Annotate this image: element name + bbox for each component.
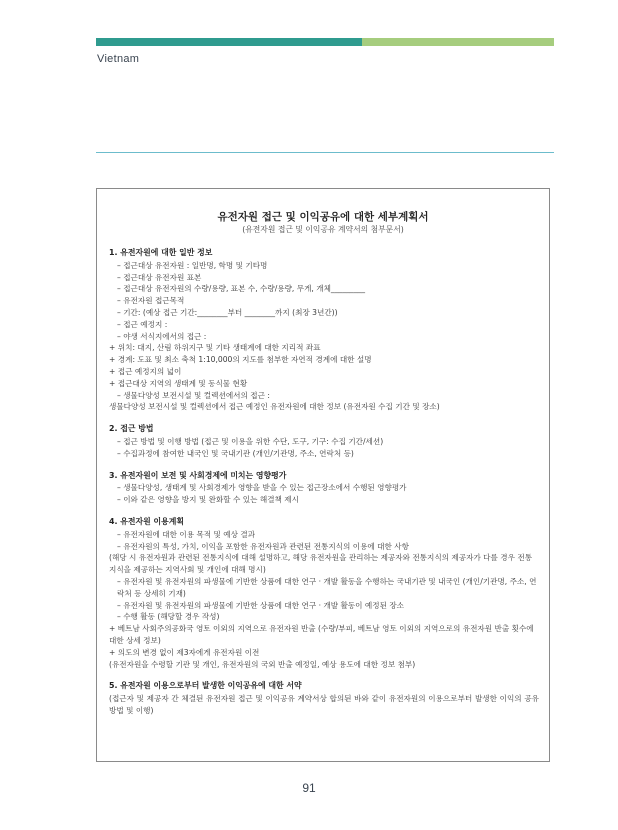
document-box bbox=[96, 188, 550, 762]
section bbox=[109, 680, 539, 716]
document-content bbox=[109, 247, 539, 727]
section-line: 생물다양성 보전시설 및 컬렉션에서 접근 예정인 유전자원에 대한 정보 (유전자원 수집 기간 및 장소) bbox=[109, 402, 440, 412]
section-line: + 위치: 대지, 산림 하위지구 및 기타 생태계에 대한 지리적 좌표 bbox=[109, 343, 321, 353]
section-line: – 접근대상 유전자원 표본 bbox=[117, 272, 202, 282]
section-line: – 기간: (예상 접근 기간:________부터 ________까지 (최장 3년간)) bbox=[117, 307, 338, 317]
top-color-bar-dark bbox=[96, 38, 362, 46]
section-line: – 유전자원 및 유전자원의 파생물에 기반한 상품에 대한 연구 · 개발 활동이 예정된 장소 bbox=[117, 600, 404, 610]
section-title: 1. 유전자원에 대한 일반 정보 bbox=[109, 248, 213, 257]
section-line: + 의도의 변경 없이 제3자에게 유전자원 이전 bbox=[109, 647, 260, 657]
document-title: 유전자원 접근 및 이익공유에 대한 세부계획서 bbox=[217, 211, 429, 223]
section-line: + 경계: 도표 및 최소 축척 1:10,000의 지도를 첨부한 자연적 경계에 대한 설명 bbox=[109, 355, 372, 365]
section-title: 3. 유전자원이 보전 및 사회경제에 미치는 영향평가 bbox=[109, 470, 287, 480]
section-line: – 접근대상 유전자원의 수량/용량, 표본 수, 수량/용량, 무게, 개체_________ bbox=[117, 284, 366, 294]
top-color-bar bbox=[96, 38, 554, 46]
section bbox=[109, 470, 539, 506]
section-line: + 접근대상 지역의 생태계 및 동식물 현황 bbox=[109, 378, 248, 388]
section-line: – 접근 방법 및 이행 방법 (접근 및 이용을 위한 수단, 도구, 기구: 수집 기간/세션) bbox=[117, 436, 384, 446]
section-line: – 유전자원 접근목적 bbox=[117, 296, 185, 306]
section-line: – 생물다양성, 생태계 및 사회경제가 영향을 받을 수 있는 접근장소에서 수행된 영향평가 bbox=[117, 483, 407, 493]
section-line: (해당 시 유전자원과 관련된 전통지식에 대해 설명하고, 해당 유전자원을 관리하는 제공자와 전통지식의 제공자가 다를 경우 전통지식을 제공하는 지역사회 및 개인에 대해 명시) bbox=[109, 553, 533, 575]
section bbox=[109, 423, 539, 459]
section-line: – 유전자원에 대한 이용 목적 및 예상 결과 bbox=[117, 529, 256, 539]
section-line: (접근자 및 제공자 간 체결된 유전자원 접근 및 이익공유 계약서상 합의된 바와 같이 유전자원의 이용으로부터 발생한 이익의 공유 방법 및 이행) bbox=[109, 694, 539, 715]
section-line: – 야생 서식지에서의 접근 : bbox=[117, 331, 207, 341]
section bbox=[109, 247, 539, 413]
section bbox=[109, 516, 539, 670]
section-line: – 수행 활동 (해당할 경우 작성) bbox=[117, 612, 220, 622]
document-subtitle: (유전자원 접근 및 이익공유 계약서의 첨부문서) bbox=[242, 225, 404, 234]
section-line: – 수집과정에 참여한 내국인 및 국내기관 (개인/기관명, 주소, 연락처 등) bbox=[117, 448, 354, 458]
section-line: + 접근 예정지의 넓이 bbox=[109, 366, 182, 376]
section-title: 4. 유전자원 이용계획 bbox=[109, 516, 184, 526]
page-number: 91 bbox=[302, 781, 316, 795]
section-line: – 유전자원 및 유전자원의 파생물에 기반한 상품에 대한 연구 · 개발 활동을 수행하는 국내기관 및 내국인 (개인/기관명, 주소, 연락처 등 상세히 기재) bbox=[117, 576, 537, 598]
section-line: – 생물다양성 보전시설 및 컬렉션에서의 접근 : bbox=[117, 390, 270, 400]
section-title: 5. 유전자원 이용으로부터 발생한 이익공유에 대한 서약 bbox=[109, 681, 302, 691]
section-line: (유전자원을 수령할 기관 및 개인, 유전자원의 국외 반출 예정일, 예상 용도에 대한 정보 첨부) bbox=[109, 659, 416, 669]
header-divider bbox=[96, 152, 554, 153]
section-line: – 접근대상 유전자원 : 일반명, 학명 및 기타명 bbox=[117, 260, 268, 270]
section-title: 2. 접근 방법 bbox=[109, 424, 154, 434]
section-line: – 유전자원의 특성, 가치, 이익을 포함한 유전자원과 관련된 전통지식의 이용에 대한 사항 bbox=[117, 541, 409, 551]
section-line: + 베트남 사회주의공화국 영토 이외의 지역으로 유전자원 반출 (수량/부피, 베트남 영토 이외의 지역으로의 유전자원 반출 횟수에 대한 상세 정보) bbox=[109, 624, 534, 645]
section-line: – 접근 예정지 : bbox=[117, 319, 168, 329]
top-color-bar-light bbox=[362, 38, 554, 46]
country-label: Vietnam bbox=[97, 53, 140, 65]
section-line: – 이와 같은 영향을 방지 및 완화할 수 있는 해결책 제시 bbox=[117, 495, 299, 505]
